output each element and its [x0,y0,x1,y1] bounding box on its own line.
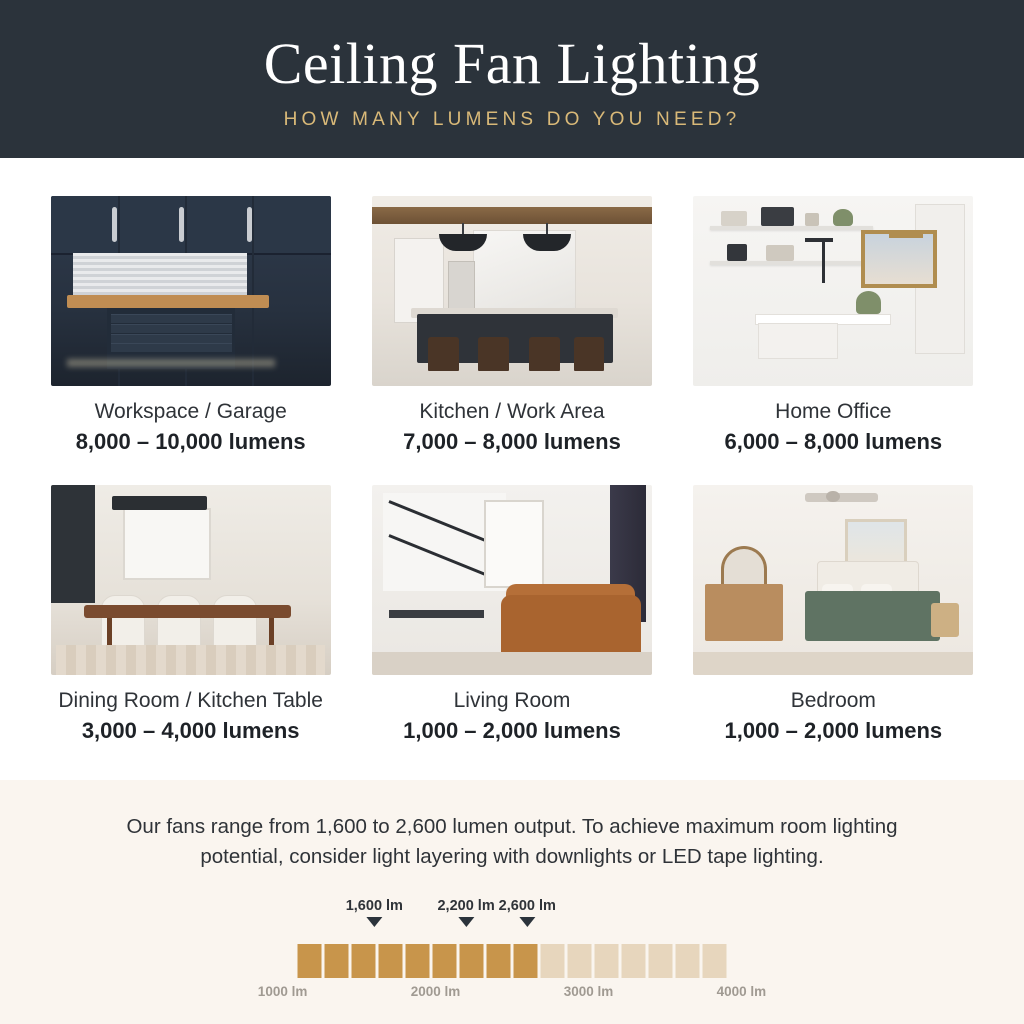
room-label: Dining Room / Kitchen Table [58,689,323,712]
scale-bar [649,944,673,978]
bedroom-bed-photo [693,485,973,675]
garage-workbench-photo [51,196,331,386]
scale-bar [541,944,565,978]
room-grid [0,158,1024,744]
scale-marker [499,898,556,927]
home-office-desk-photo [693,196,973,386]
room-lumens: 3,000 – 4,000 lumens [81,718,300,743]
scale-bar [568,944,592,978]
scale-bar [676,944,700,978]
room-card [371,485,652,744]
scale-markers [252,898,772,938]
scale-tick-label: 4000 lm [716,984,767,999]
scale-marker-label: 1,600 lm [345,898,403,914]
scale-bar [433,944,457,978]
scale-bar [406,944,430,978]
footer-note: Our fans range from 1,600 to 2,600 lumen output. To achieve maximum room lighting potential, consider light layering with downlights or LED tape lighting. [126,815,898,868]
scale-bar [514,944,538,978]
room-card [693,196,974,455]
room-lumens: 1,000 – 2,000 lumens [724,718,943,743]
room-card [693,485,974,744]
scale-marker-label: 2,600 lm [498,898,556,914]
scale-bar [703,944,727,978]
scale-tick-label: 2000 lm [410,984,461,999]
room-label: Living Room [453,689,571,712]
room-lumens: 8,000 – 10,000 lumens [75,429,306,454]
scale-bar [487,944,511,978]
page-title: Ceiling Fan Lighting [263,31,761,96]
scale-bar [298,944,322,978]
scale-bars [298,944,727,978]
header-banner [0,0,1024,158]
scale-bar [460,944,484,978]
room-lumens: 6,000 – 8,000 lumens [724,429,943,454]
scale-marker-arrow-icon [519,917,535,927]
scale-marker-label: 2,200 lm [437,898,495,914]
scale-bar [325,944,349,978]
scale-bar [352,944,376,978]
room-card [50,485,331,744]
room-lumens: 7,000 – 8,000 lumens [403,429,621,454]
scale-bar [379,944,403,978]
room-label: Home Office [775,400,892,423]
dining-room-table-photo [51,485,331,675]
room-lumens: 1,000 – 2,000 lumens [403,718,621,743]
room-label: Kitchen / Work Area [419,400,605,423]
kitchen-island-photo [372,196,652,386]
page-subtitle: HOW MANY LUMENS DO YOU NEED? [283,109,741,130]
room-card [50,196,331,455]
scale-bar [595,944,619,978]
scale-tick-label: 1000 lm [257,984,308,999]
scale-ticks [252,984,772,1004]
scale-tick-label: 3000 lm [563,984,614,999]
footer-panel [0,780,1024,1024]
living-room-sofa-photo [372,485,652,675]
lumen-scale [252,898,772,1008]
scale-bar [622,944,646,978]
scale-marker-arrow-icon [366,917,382,927]
room-label: Workspace / Garage [94,400,287,423]
room-label: Bedroom [790,689,876,712]
scale-marker-arrow-icon [458,917,474,927]
room-card [371,196,652,455]
scale-marker [437,898,494,927]
scale-marker [346,898,403,927]
